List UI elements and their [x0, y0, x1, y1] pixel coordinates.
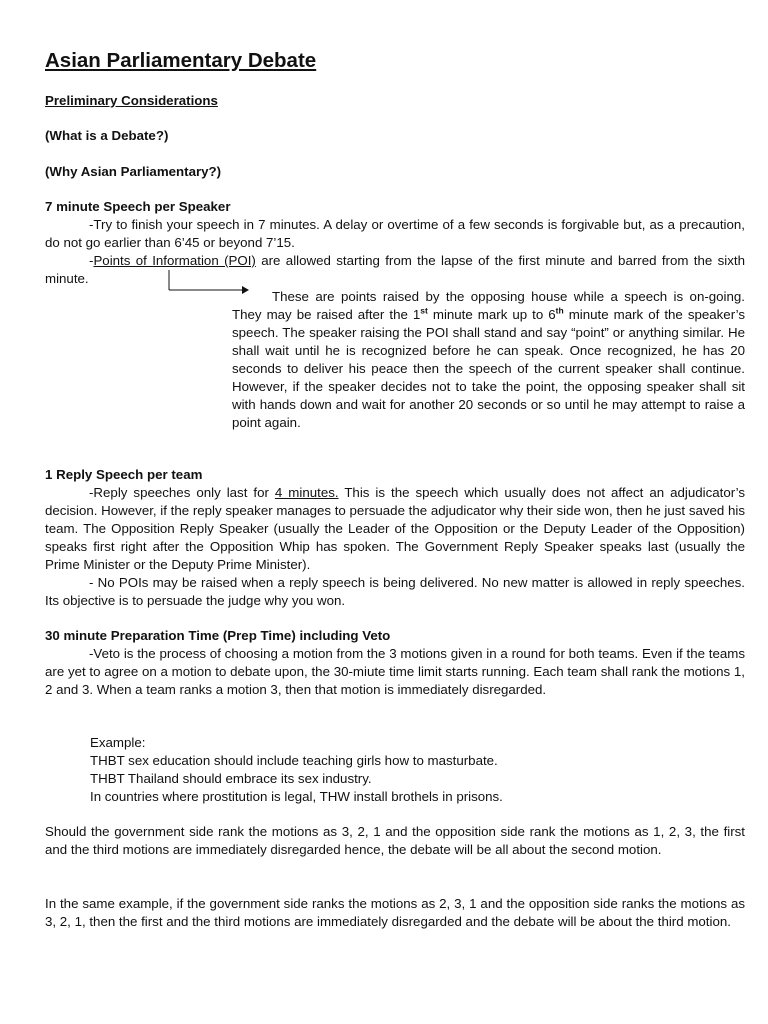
- reply-p1a: -Reply speeches only last for: [89, 485, 275, 500]
- poi-paragraph: [45, 252, 745, 288]
- speech-heading: 7 minute Speech per Speaker: [45, 199, 231, 214]
- why-heading: (Why Asian Parliamentary?): [45, 164, 222, 179]
- speech-paragraph-1: [45, 216, 745, 252]
- poi-detail-paragraph: [232, 288, 745, 432]
- sup-th: th: [555, 305, 564, 316]
- reply-paragraph-2: [45, 574, 745, 610]
- prep-heading: 30 minute Preparation Time (Prep Time) including Veto: [45, 628, 391, 643]
- example-label: Example:: [90, 735, 146, 750]
- preliminary-heading: Preliminary Considerations: [45, 93, 218, 108]
- poi-rest-text: are allowed starting from the lapse of the first minute and barred from the sixth minute.: [45, 253, 745, 286]
- poi-term: Points of Information (POI): [93, 253, 256, 268]
- reply-heading: 1 Reply Speech per team: [45, 467, 203, 482]
- reply-p2-text: - No POIs may be raised when a reply speech is being delivered. No new matter is allowed in reply speeches. Its objective is to persuade the judge why you won.: [45, 575, 745, 608]
- what-heading: (What is a Debate?): [45, 128, 169, 143]
- prep-p1-text: -Veto is the process of choosing a motion from the 3 motions given in a round for both teams. Even if the teams are yet to agree on a motion to debate upon, the 30-miute time limit starts running. Each team shall rank the motions 1, 2 and 3. When a team ranks a motion 3, then that motion is immediately disregarded.: [45, 646, 745, 697]
- speech-p1-text: -Try to finish your speech in 7 minutes. A delay or overtime of a few seconds is forgivable but, as a precaution, do not go earlier than 6’45 or beyond 7’15.: [45, 217, 745, 250]
- document-title: Asian Parliamentary Debate: [45, 49, 317, 72]
- example-motion-3: In countries where prostitution is legal, THW install brothels in prisons.: [90, 789, 503, 804]
- poi-dash: -: [89, 253, 94, 268]
- prep-paragraph-2: Should the government side rank the motions as 3, 2, 1 and the opposition side rank the motions as 1, 2, 3, the first and the third motions are immediately disregarded hence, the debate will be all about the second motion.: [45, 824, 745, 857]
- reply-p1b: This is the speech which usually does not affect an adjudicator’s decision. However, if the reply speaker manages to persuade the adjudicator why their side won, then he just saved his team. The Opposition Reply Speaker (usually the Leader of the Opposition or the Deputy Leader of the Opposition) speaks first right after the Opposition Whip has spoken. The Government Reply Speaker speaks last (usually the Prime Minister or the Deputy Prime Minister).: [45, 485, 746, 572]
- example-motion-1: THBT sex education should include teaching girls how to masturbate.: [90, 753, 498, 768]
- example-motion-2: THBT Thailand should embrace its sex industry.: [90, 771, 372, 786]
- prep-paragraph-3: In the same example, if the government side ranks the motions as 2, 3, 1 and the opposition side ranks the motions as 3, 2, 1, then the first and the third motions are immediately disregarded and the debate will be about the third motion.: [45, 896, 745, 929]
- example-block: [90, 734, 503, 806]
- reply-paragraph-1: [45, 484, 745, 574]
- poi-detail-b: minute mark up to 6: [427, 307, 556, 322]
- prep-paragraph-1: [45, 645, 745, 699]
- poi-detail-c: minute mark of the speaker’s speech. The speaker raising the POI shall stand and say “point” or anything similar. He shall wait until he is recognized before he can speak. Once recognized, he has 20 seconds to deliver his peace then the speech of the current speaker shall continue. However, if the speaker decides not to take the point, the opposing speaker shall sit with hands down and wait for another 20 seconds or so until he may attempt to raise a point again.: [232, 307, 745, 430]
- sup-st: st: [420, 305, 428, 316]
- poi-detail-a: These are points raised by the opposing house while a speech is on-going. They may be raised after the 1: [232, 289, 745, 322]
- reply-4-minutes: 4 minutes.: [274, 485, 339, 500]
